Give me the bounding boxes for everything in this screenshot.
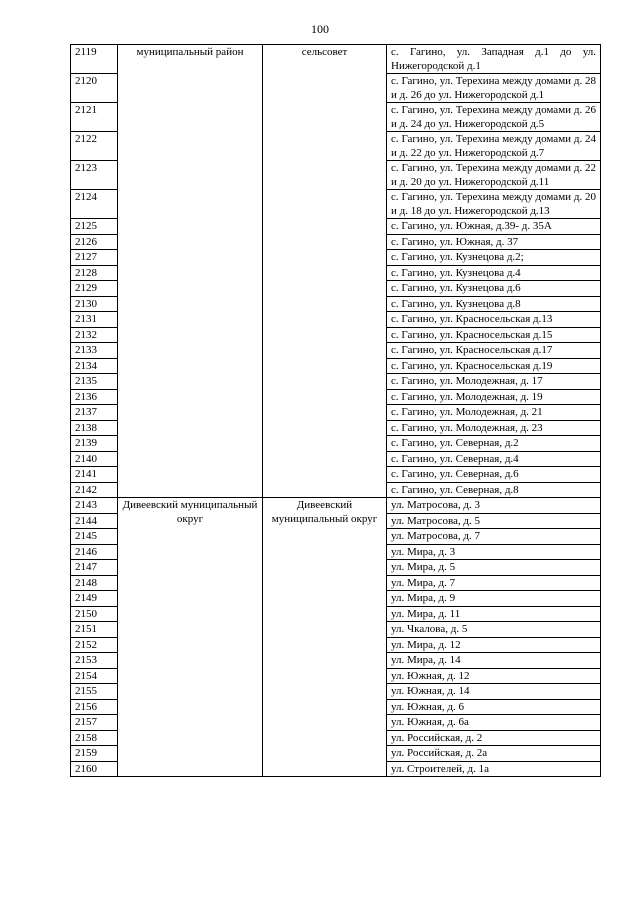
row-number: 2133 (71, 343, 118, 359)
row-number: 2138 (71, 420, 118, 436)
address-cell: с. Гагино, ул. Северная, д.6 (387, 467, 601, 483)
row-number: 2154 (71, 668, 118, 684)
row-number: 2151 (71, 622, 118, 638)
row-number: 2121 (71, 103, 118, 132)
address-cell: с. Гагино, ул. Южная, д. 37 (387, 234, 601, 250)
address-cell: с. Гагино, ул. Красносельская д.15 (387, 327, 601, 343)
address-cell: с. Гагино, ул. Терехина между домами д. 28 и д. 26 до ул. Нижегородской д.1 (387, 74, 601, 103)
address-cell: с. Гагино, ул. Северная, д.4 (387, 451, 601, 467)
row-number: 2152 (71, 637, 118, 653)
address-cell: с. Гагино, ул. Красносельская д.19 (387, 358, 601, 374)
municipality-cell: Дивеевский муниципальный округ (263, 498, 387, 777)
row-number: 2150 (71, 606, 118, 622)
row-number: 2140 (71, 451, 118, 467)
row-number: 2146 (71, 544, 118, 560)
page-number: 100 (311, 22, 329, 36)
address-cell: с. Гагино, ул. Кузнецова д.6 (387, 281, 601, 297)
row-number: 2159 (71, 746, 118, 762)
row-number: 2119 (71, 45, 118, 74)
address-cell: с. Гагино, ул. Кузнецова д.2; (387, 250, 601, 266)
address-cell: ул. Матросова, д. 7 (387, 529, 601, 545)
address-cell: ул. Мира, д. 3 (387, 544, 601, 560)
row-number: 2125 (71, 219, 118, 235)
row-number: 2137 (71, 405, 118, 421)
address-cell: с. Гагино, ул. Кузнецова д.4 (387, 265, 601, 281)
row-number: 2120 (71, 74, 118, 103)
address-cell: ул. Мира, д. 11 (387, 606, 601, 622)
row-number: 2135 (71, 374, 118, 390)
address-cell: с. Гагино, ул. Молодежная, д. 23 (387, 420, 601, 436)
address-cell: ул. Матросова, д. 5 (387, 513, 601, 529)
municipality-cell: сельсовет (263, 45, 387, 498)
district-cell: Дивеевский муниципальный округ (118, 498, 263, 777)
row-number: 2144 (71, 513, 118, 529)
address-cell: ул. Строителей, д. 1а (387, 761, 601, 777)
row-number: 2124 (71, 190, 118, 219)
district-cell: муниципальный район (118, 45, 263, 498)
row-number: 2160 (71, 761, 118, 777)
row-number: 2126 (71, 234, 118, 250)
address-cell: ул. Южная, д. 12 (387, 668, 601, 684)
address-cell: с. Гагино, ул. Молодежная, д. 17 (387, 374, 601, 390)
row-number: 2147 (71, 560, 118, 576)
address-cell: ул. Мира, д. 5 (387, 560, 601, 576)
address-cell: с. Гагино, ул. Южная, д.39- д. 35А (387, 219, 601, 235)
address-cell: ул. Южная, д. 14 (387, 684, 601, 700)
row-number: 2145 (71, 529, 118, 545)
table-row (71, 498, 601, 514)
address-cell: с. Гагино, ул. Кузнецова д.8 (387, 296, 601, 312)
address-cell: с. Гагино, ул. Молодежная, д. 19 (387, 389, 601, 405)
row-number: 2141 (71, 467, 118, 483)
row-number: 2122 (71, 132, 118, 161)
address-cell: с. Гагино, ул. Северная, д.8 (387, 482, 601, 498)
row-number: 2130 (71, 296, 118, 312)
address-cell: ул. Чкалова, д. 5 (387, 622, 601, 638)
address-cell: ул. Мира, д. 9 (387, 591, 601, 607)
address-cell: с. Гагино, ул. Северная, д.2 (387, 436, 601, 452)
row-number: 2149 (71, 591, 118, 607)
row-number: 2127 (71, 250, 118, 266)
address-cell: ул. Южная, д. 6а (387, 715, 601, 731)
registry-body (71, 45, 601, 777)
address-cell: ул. Южная, д. 6 (387, 699, 601, 715)
row-number: 2132 (71, 327, 118, 343)
address-cell: ул. Российская, д. 2 (387, 730, 601, 746)
address-cell: с. Гагино, ул. Терехина между домами д. 26 и д. 24 до ул. Нижегородской д.5 (387, 103, 601, 132)
row-number: 2129 (71, 281, 118, 297)
address-cell: ул. Российская, д. 2а (387, 746, 601, 762)
address-cell: ул. Мира, д. 7 (387, 575, 601, 591)
row-number: 2158 (71, 730, 118, 746)
address-cell: ул. Мира, д. 14 (387, 653, 601, 669)
address-cell: с. Гагино, ул. Терехина между домами д. 22 и д. 20 до ул. Нижегородской д.11 (387, 161, 601, 190)
address-cell: с. Гагино, ул. Красносельская д.13 (387, 312, 601, 328)
address-cell: с. Гагино, ул. Западная д.1 до ул. Нижегородской д.1 (387, 45, 601, 74)
row-number: 2142 (71, 482, 118, 498)
row-number: 2136 (71, 389, 118, 405)
address-registry-table (70, 44, 601, 777)
table-row (71, 45, 601, 74)
row-number: 2157 (71, 715, 118, 731)
address-cell: с. Гагино, ул. Молодежная, д. 21 (387, 405, 601, 421)
row-number: 2139 (71, 436, 118, 452)
address-cell: с. Гагино, ул. Красносельская д.17 (387, 343, 601, 359)
row-number: 2134 (71, 358, 118, 374)
address-cell: ул. Матросова, д. 3 (387, 498, 601, 514)
row-number: 2143 (71, 498, 118, 514)
address-cell: с. Гагино, ул. Терехина между домами д. 20 и д. 18 до ул. Нижегородской д.13 (387, 190, 601, 219)
row-number: 2155 (71, 684, 118, 700)
address-cell: с. Гагино, ул. Терехина между домами д. 24 и д. 22 до ул. Нижегородской д.7 (387, 132, 601, 161)
row-number: 2131 (71, 312, 118, 328)
row-number: 2153 (71, 653, 118, 669)
row-number: 2156 (71, 699, 118, 715)
address-cell: ул. Мира, д. 12 (387, 637, 601, 653)
row-number: 2148 (71, 575, 118, 591)
row-number: 2128 (71, 265, 118, 281)
row-number: 2123 (71, 161, 118, 190)
